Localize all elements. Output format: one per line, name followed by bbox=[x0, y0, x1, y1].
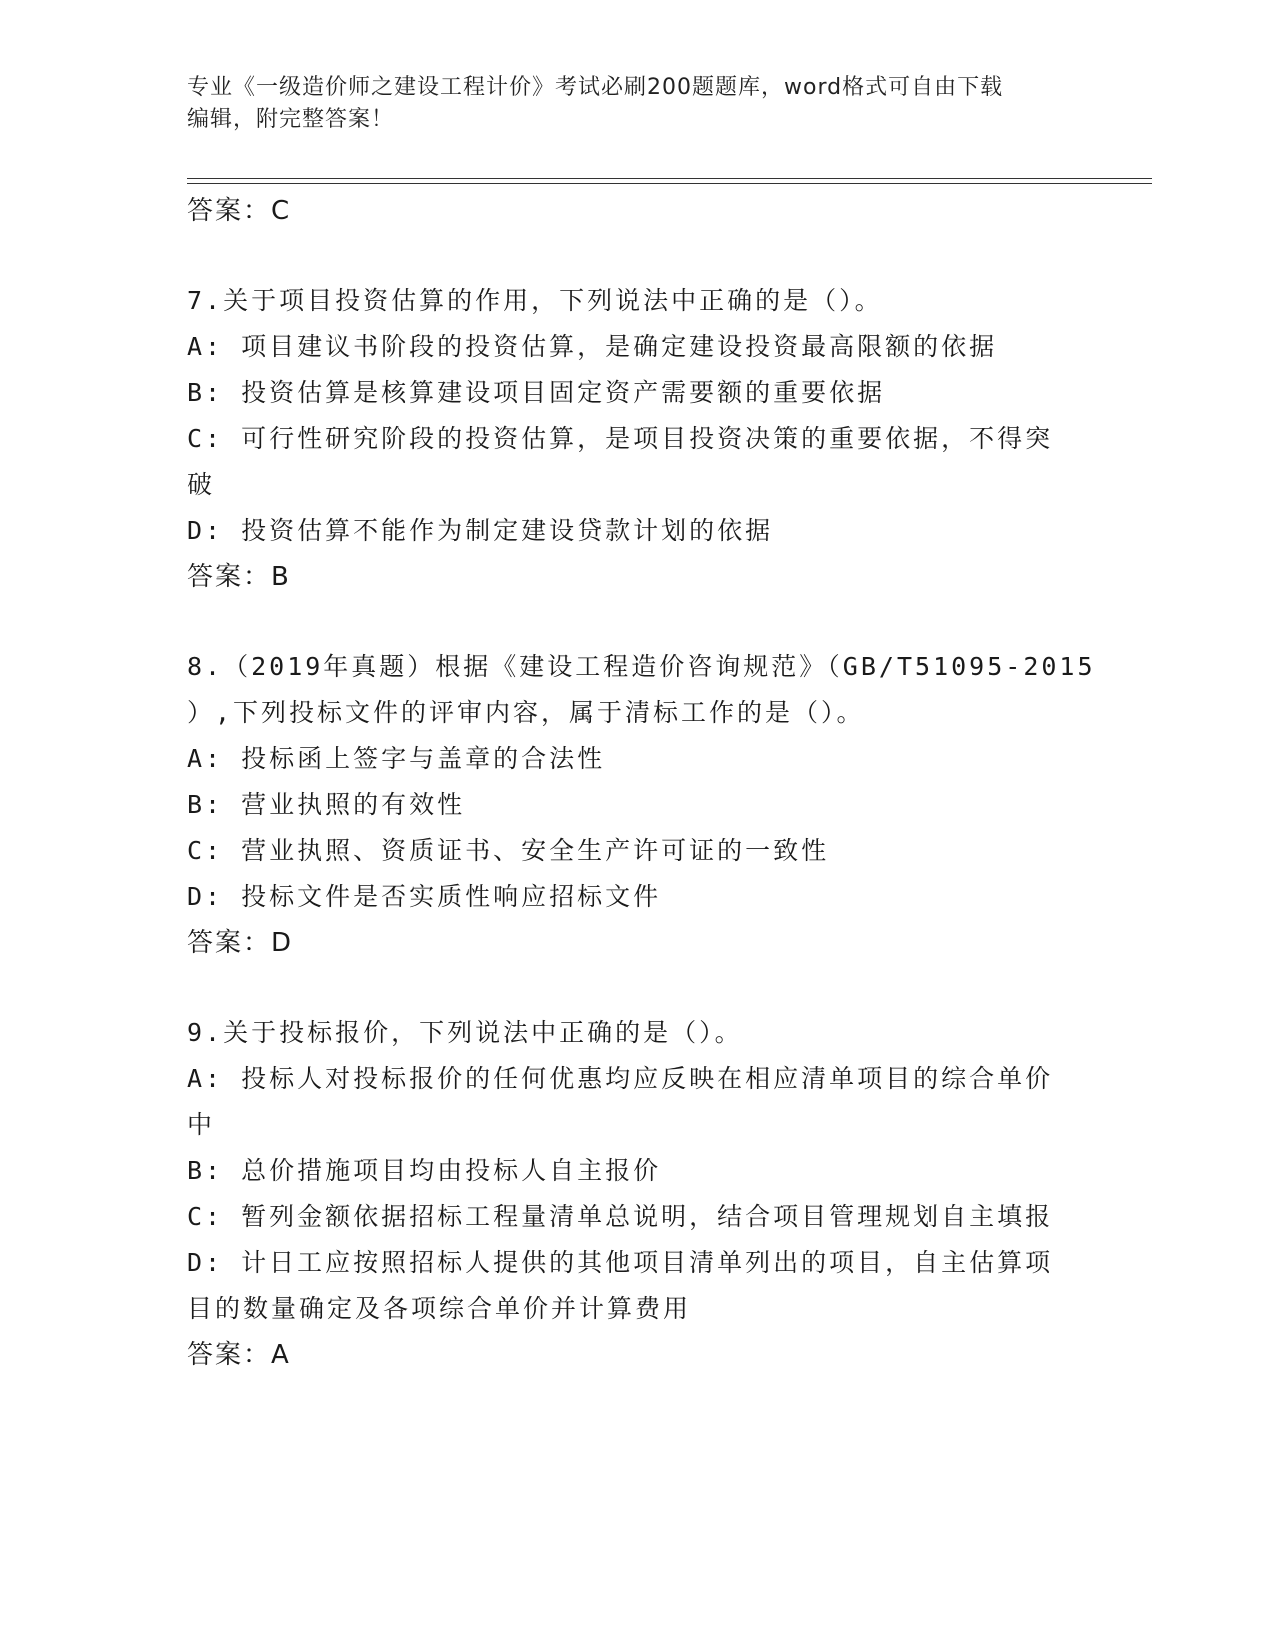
option-c: C: 暂列金额依据招标工程量清单总说明，结合项目管理规划自主填报 bbox=[187, 1202, 1054, 1231]
option-c-continued: 破 bbox=[187, 470, 216, 499]
header-line-2: 编辑，附完整答案！ bbox=[187, 107, 395, 132]
option-c: C: 可行性研究阶段的投资估算，是项目投资决策的重要依据，不得突 bbox=[187, 424, 1054, 453]
header-divider bbox=[187, 178, 1152, 179]
header-divider-secondary bbox=[187, 183, 1152, 184]
option-c: C: 营业执照、资质证书、安全生产许可证的一致性 bbox=[187, 836, 830, 865]
option-d: D: 计日工应按照招标人提供的其他项目清单列出的项目，自主估算项 bbox=[187, 1248, 1054, 1277]
option-b: B: 营业执照的有效性 bbox=[187, 790, 466, 819]
option-d-continued: 目的数量确定及各项综合单价并计算费用 bbox=[187, 1294, 692, 1323]
option-b: B: 总价措施项目均由投标人自主报价 bbox=[187, 1156, 662, 1185]
question-stem: 8.（2019年真题）根据《建设工程造价咨询规范》（GB/T51095-2015 bbox=[187, 652, 1096, 681]
previous-answer: 答案：C bbox=[187, 196, 292, 226]
page-header bbox=[187, 72, 1067, 136]
option-b: B: 投资估算是核算建设项目固定资产需要额的重要依据 bbox=[187, 378, 886, 407]
answer: 答案：A bbox=[187, 1340, 291, 1370]
question-block bbox=[187, 644, 1096, 966]
question-stem-continued: ）,下列投标文件的评审内容，属于清标工作的是（）。 bbox=[187, 698, 865, 727]
spacer bbox=[187, 234, 1087, 278]
option-a: A: 项目建议书阶段的投资估算，是确定建设投资最高限额的依据 bbox=[187, 332, 998, 361]
option-a: A: 投标函上签字与盖章的合法性 bbox=[187, 744, 606, 773]
header-line-1: 专业《一级造价师之建设工程计价》考试必刷200题题库，word格式可自由下载 bbox=[187, 75, 1004, 100]
option-d: D: 投资估算不能作为制定建设贷款计划的依据 bbox=[187, 516, 774, 545]
spacer bbox=[187, 966, 1087, 1010]
option-a: A: 投标人对投标报价的任何优惠均应反映在相应清单项目的综合单价 bbox=[187, 1064, 1054, 1093]
answer: 答案：B bbox=[187, 562, 291, 592]
answer: 答案：D bbox=[187, 928, 294, 958]
question-block bbox=[187, 1010, 1087, 1378]
question-stem: 7.关于项目投资估算的作用，下列说法中正确的是（）。 bbox=[187, 286, 883, 315]
option-d: D: 投标文件是否实质性响应招标文件 bbox=[187, 882, 662, 911]
question-block bbox=[187, 278, 1087, 600]
spacer bbox=[187, 600, 1087, 644]
question-stem: 9.关于投标报价，下列说法中正确的是（）。 bbox=[187, 1018, 743, 1047]
question-list bbox=[187, 188, 1096, 1378]
option-a-continued: 中 bbox=[187, 1110, 216, 1139]
